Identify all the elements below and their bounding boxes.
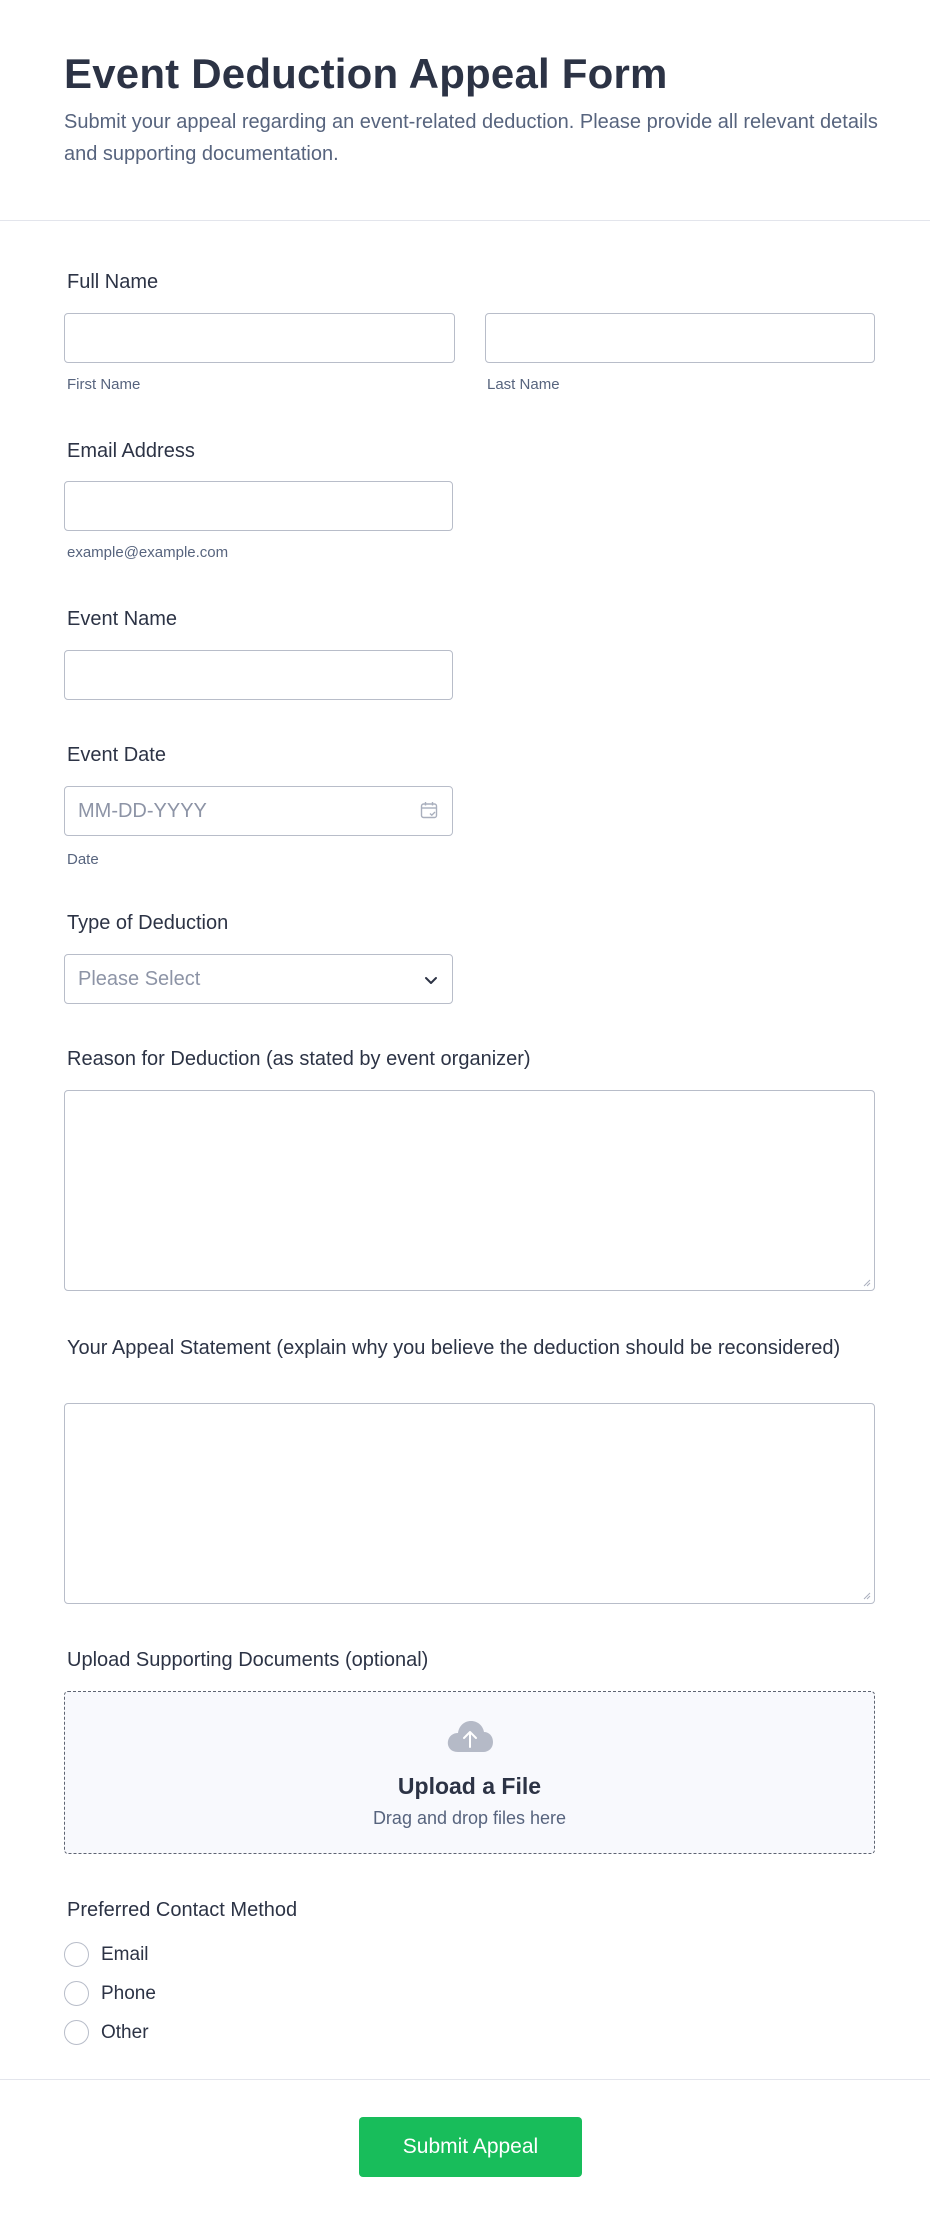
page-subtitle: Submit your appeal regarding an event-related deduction. Please provide all relevant details and supporting documentation. <box>64 111 878 165</box>
event-name-input[interactable] <box>64 650 453 700</box>
form-header <box>0 0 930 221</box>
appeal-textarea[interactable] <box>64 1403 875 1604</box>
submit-appeal-button[interactable]: Submit Appeal <box>359 2117 582 2177</box>
full-name-label: Full Name <box>67 271 159 293</box>
resize-grip-icon[interactable] <box>861 1277 871 1287</box>
cloud-upload-icon <box>446 1718 494 1754</box>
event-date-input[interactable]: MM-DD-YYYY <box>64 786 453 836</box>
footer-divider <box>0 2079 930 2080</box>
last-name-input[interactable] <box>485 313 875 363</box>
radio-label: Email <box>101 1944 149 1965</box>
page-title: Event Deduction Appeal Form <box>64 50 668 97</box>
email-field[interactable] <box>64 481 453 531</box>
radio-button[interactable] <box>64 2020 89 2045</box>
file-upload-dropzone[interactable] <box>64 1691 875 1854</box>
radio-button[interactable] <box>64 1942 89 1967</box>
last-name-sublabel: Last Name <box>487 376 560 393</box>
radio-button[interactable] <box>64 1981 89 2006</box>
radio-label: Phone <box>101 1983 156 2004</box>
radio-label: Other <box>101 2022 149 2043</box>
email-label: Email Address <box>67 440 195 462</box>
deduction-type-label: Type of Deduction <box>67 912 229 934</box>
reason-textarea[interactable] <box>64 1090 875 1291</box>
resize-grip-icon[interactable] <box>861 1590 871 1600</box>
appeal-label: Your Appeal Statement (explain why you believe the deduction should be reconsidered) <box>67 1337 841 1359</box>
calendar-icon[interactable] <box>420 801 438 819</box>
event-date-sublabel: Date <box>67 851 99 868</box>
contact-method-label: Preferred Contact Method <box>67 1899 298 1921</box>
email-sublabel: example@example.com <box>67 544 229 561</box>
upload-subtitle: Drag and drop files here <box>372 1808 567 1828</box>
upload-title: Upload a File <box>397 1773 542 1799</box>
chevron-down-icon <box>424 973 438 983</box>
first-name-sublabel: First Name <box>67 376 141 393</box>
event-date-label: Event Date <box>67 744 166 766</box>
reason-label: Reason for Deduction (as stated by event organizer) <box>67 1048 531 1070</box>
event-name-label: Event Name <box>67 608 178 630</box>
deduction-type-select[interactable]: Please Select <box>64 954 453 1004</box>
upload-label: Upload Supporting Documents (optional) <box>67 1649 429 1671</box>
first-name-input[interactable] <box>64 313 455 363</box>
